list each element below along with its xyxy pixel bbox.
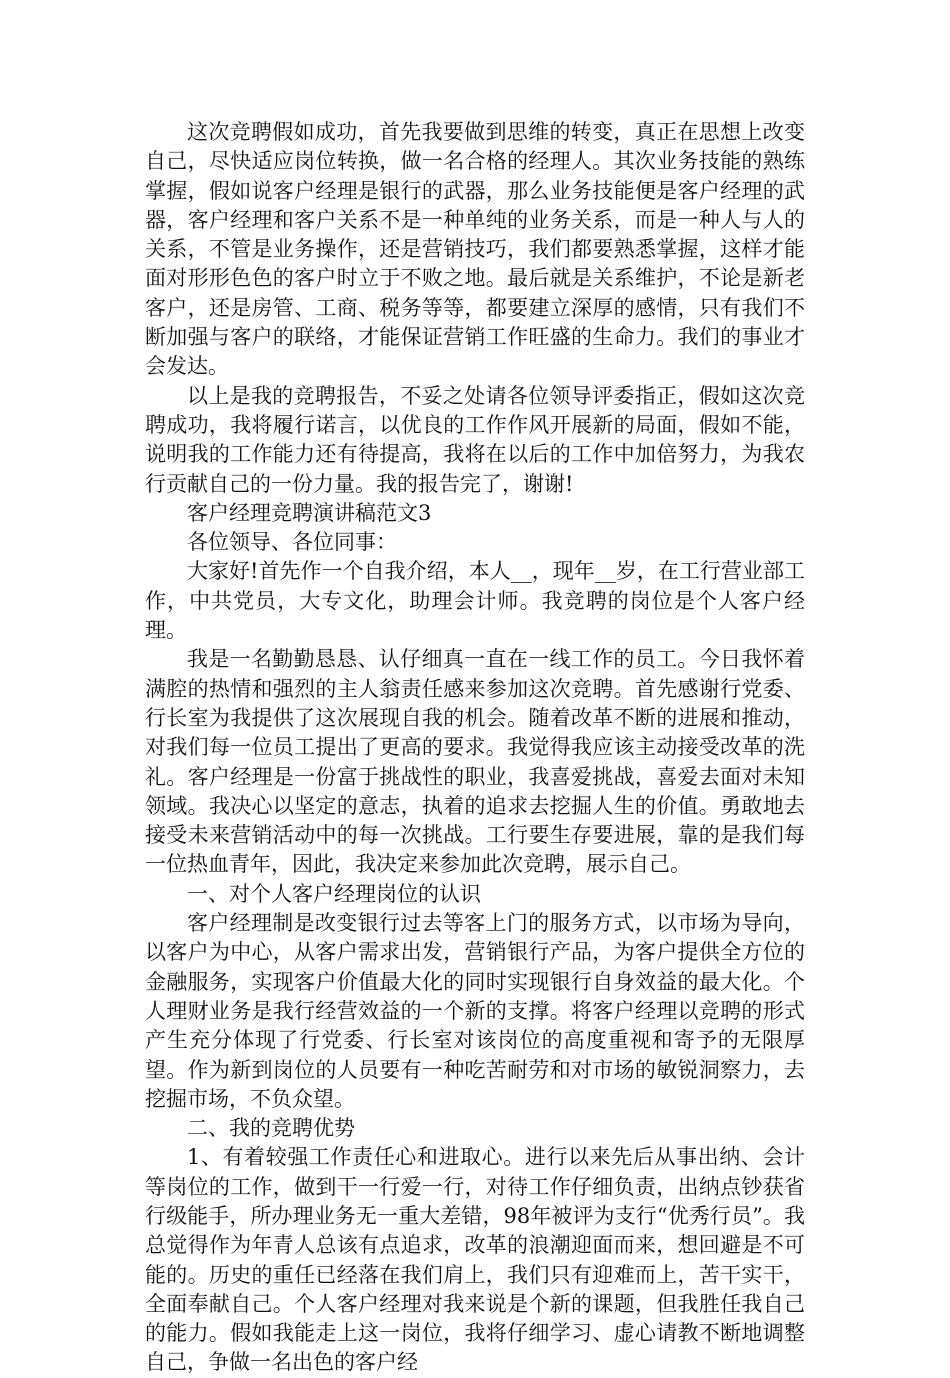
salutation: 各位领导、各位同事： <box>187 530 397 555</box>
heading-position-understanding: 一、对个人客户经理岗位的认识 <box>187 881 481 906</box>
paragraph-motivation: 我是一名勤勤恳恳、认仔细真一直在一线工作的员工。今日我怀着满腔的热情和强烈的主人翁责任感来参加这次竞聘。首先感谢行党委、行长室为我提供了这次展现自我的机会。随着改革不断的进展和推动，对我们每一位员工提出了更高的要求。我觉得我应该主动接受改革的洗礼。客户经理是一份富于挑战性的职业，我喜爱挑战，喜爱去面对未知领域。我决心以坚定的意志，执着的追求去挖掘人生的价值。勇敢地去接受未来营销活动中的每一次挑战。工行要生存要进展，靠的是我们每一位热血青年，因此，我决定来参加此次竞聘，展示自己。 <box>145 647 805 877</box>
paragraph-success-plan: 这次竞聘假如成功，首先我要做到思维的转变，真正在思想上改变自己，尽快适应岗位转换，做一名合格的经理人。其次业务技能的熟练掌握，假如说客户经理是银行的武器，那么业务技能便是客户经理的武器，客户经理和客户关系不是一种单纯的业务关系，而是一种人与人的关系，不管是业务操作，还是营销技巧，我们都要熟悉掌握，这样才能面对形形色色的客户时立于不败之地。最后就是关系维护，不论是新老客户，还是房管、工商、税务等等，都要建立深厚的感情，只有我们不断加强与客户的联络，才能保证营销工作旺盛的生命力。我们的事业才会发达。 <box>145 120 805 379</box>
paragraph-advantage-1: 1、有着较强工作责任心和进取心。进行以来先后从事出纳、会计等岗位的工作，做到干一行爱一行，对待工作仔细负责，出纳点钞获省行级能手，所办理业务无一重大差错，98年被评为支行“优秀行员”。我总觉得作为年青人总该有点追求，改革的浪潮迎面而来，想回避是不可能的。历史的重任已经落在我们肩上，我们只有迎难而上，苦干实干，全面奉献自己。个人客户经理对我来说是个新的课题，但我胜任我自己的能力。假如我能走上这一岗位，我将仔细学习、虚心请教不断地调整自己，争做一名出色的客户经 <box>145 1145 805 1375</box>
paragraph-position-understanding: 客户经理制是改变银行过去等客上门的服务方式，以市场为导向，以客户为中心，从客户需求出发，营销银行产品，为客户提供全方位的金融服务，实现客户价值最大化的同时实现银行自身效益的最大化。个人理财业务是我行经营效益的一个新的支撑。将客户经理以竞聘的形式产生充分体现了行党委、行长室对该岗位的高度重视和寄予的无限厚望。作为新到岗位的人员要有一种吃苦耐劳和对市场的敏锐洞察力，去挖掘市场，不负众望。 <box>145 911 805 1111</box>
document-body <box>145 118 805 1378</box>
paragraph-self-introduction: 大家好!首先作一个自我介绍，本人__，现年__岁，在工行营业部工作，中共党员，大专文化，助理会计师。我竞聘的岗位是个人客户经理。 <box>145 559 805 643</box>
section-title: 客户经理竞聘演讲稿范文3 <box>187 500 432 525</box>
heading-advantages: 二、我的竞聘优势 <box>187 1116 355 1141</box>
paragraph-closing-remarks: 以上是我的竞聘报告，不妥之处请各位领导评委指正，假如这次竞聘成功，我将履行诺言，以优良的工作作风开展新的局面，假如不能，说明我的工作能力还有待提高，我将在以后的工作中加倍努力，为我农行贡献自己的一份力量。我的报告完了，谢谢! <box>145 383 805 496</box>
